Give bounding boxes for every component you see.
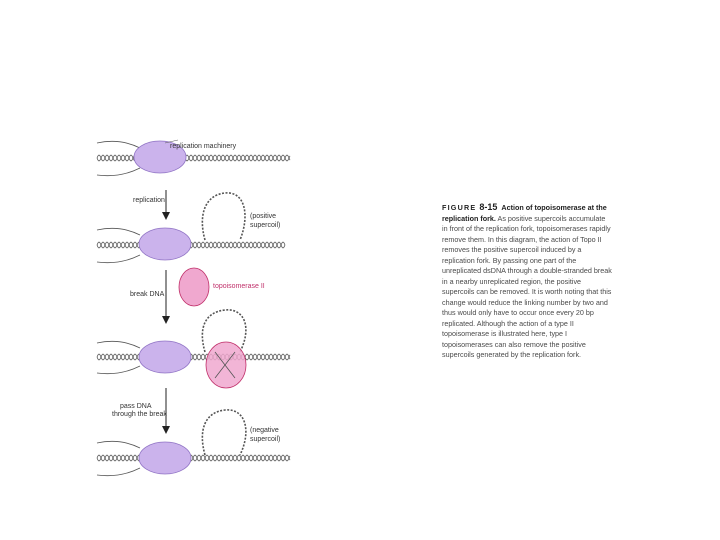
daughter-dna-top [97,441,140,448]
caption-figure-number: 8-15 [479,202,498,212]
label-break-dna: break DNA [130,291,165,298]
daughter-dna-top [97,141,140,148]
daughter-dna-bottom [97,468,140,476]
replication-machinery [139,341,191,373]
label-replication: replication [133,197,165,204]
caption-title: Action of topoisomerase at the replication fork. [442,203,607,223]
positive-supercoil-loop [202,193,245,240]
replication-machinery [139,228,191,260]
stage-1-replication-fork [97,140,290,176]
label-pass-dna-line1: pass DNA [120,403,152,410]
replication-machinery [139,442,191,474]
daughter-dna-bottom [97,366,140,374]
daughter-dna-top [97,228,140,235]
daughter-dna-bottom [97,168,140,176]
label-positive-supercoil-line1: (positive [250,213,277,220]
label-negative-supercoil-line1: (negative [250,427,279,434]
label-pass-dna-line2: through the break [112,411,167,418]
daughter-dna-bottom [97,255,140,263]
topoisomerase-ii-bound [206,342,246,388]
stage-4-negative-supercoil [97,410,290,476]
label-positive-supercoil-line2: supercoil) [250,222,281,229]
figure-caption [442,202,612,361]
daughter-dna-top [97,341,140,348]
topoisomerase-ii-enzyme [179,268,209,306]
label-replication-machinery: replication machinery [170,143,237,150]
caption-body: As positive supercoils accumulate in front of the replication fork, topoisomerases rapidly remove them. In this diagram, the action of Topo II removes the positive supercoil induced by a replication fork. By passing one part of the unreplicated dsDNA through a double-stranded break in a nearby unreplicated region, the positive supercoils can be removed. It is worth noting that this change would reduce the linking number by two and thus would only have to occur once every 20 bp replicated. Although the action of a type II topoisomerase is illustrated here, type I topoisomerases can also remove the positive supercoils generated by the replication fork. [442,213,612,359]
stage-2-positive-supercoil [97,193,285,263]
label-topoisomerase-ii: topoisomerase II [213,283,265,290]
negative-supercoil-loop [202,410,246,455]
stage-3-dna-break [97,310,290,388]
caption-figure-word: FIGURE [442,203,477,212]
label-negative-supercoil-line2: supercoil) [250,436,281,443]
